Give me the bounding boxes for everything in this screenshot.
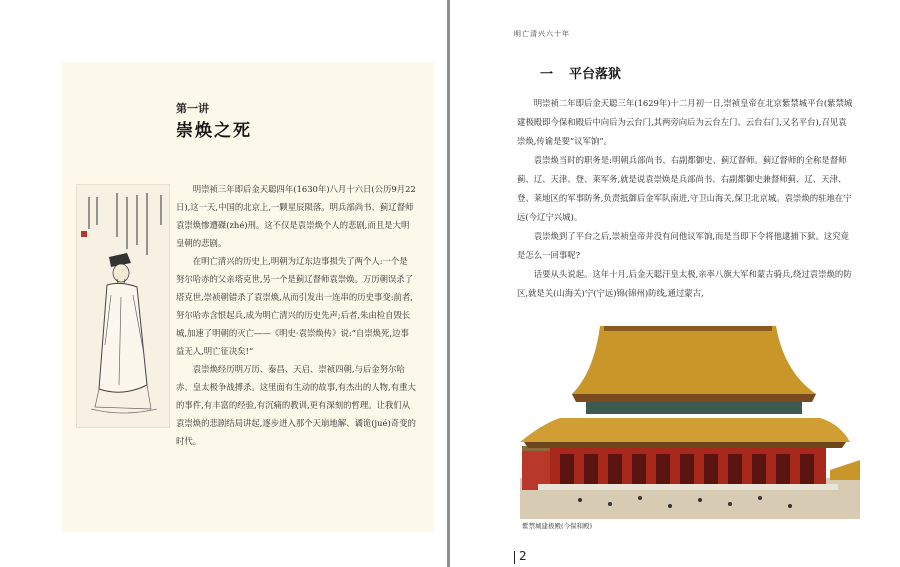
left-paragraph-3: 袁崇焕经历明万历、泰昌、天启、崇祯四朝,与后金努尔哈赤、皇太极争战搏杀。这里面有生动的故事,有杰出的人物,有重大的事件,有丰富的经验,有沉痛的教训,更有深刻的哲理。让我们从袁崇焕的悲剧结局讲起,逐步进入那个天崩地解、谲诡(jué)奇变的时代。 — [176, 364, 416, 446]
section-number: 一 — [540, 67, 554, 82]
left-body-text — [176, 180, 416, 450]
right-paragraph-1: 明崇祯二年即后金天聪三年(1629年)十二月初一日,崇祯皇帝在北京紫禁城平台(紫禁城建极殿即今保和殿后中向后为云台门,其两旁向后为云台左门、云台右门,又名平台),召见袁崇焕,传谕是要“议军饷”。 — [517, 98, 853, 146]
left-paragraph-2: 在明亡清兴的历史上,明朝为辽东边事损失了两个人:一个是努尔哈赤的父亲塔克世,另一个是蓟辽督师袁崇焕。万历朝误杀了塔克世,崇祯朝错杀了袁崇焕,从而引发出一连串的历史事变:前者,努尔哈赤含恨起兵,成为明亡清兴的历史先声;后者,朱由检自毁长城,加速了明朝的灭亡——《明史·袁崇焕传》说:“自崇焕死,边事益无人,明亡征决矣!” — [176, 256, 414, 356]
chapter-title: 崇焕之死 — [176, 121, 252, 141]
section-title: 平台落狱 — [569, 67, 622, 82]
palace-illustration — [520, 320, 860, 519]
running-head: 明亡清兴六十年 — [514, 30, 570, 38]
page-number: 2 — [519, 549, 527, 563]
portrait-illustration — [77, 185, 169, 427]
right-paragraph-4: 话要从头说起。这年十月,后金天聪汗皇太极,亲率八旗大军和蒙古骑兵,绕过袁崇焕的防区,就是关(山海关)宁(宁远)锦(锦州)防线,通过蒙古, — [517, 269, 852, 298]
right-paragraph-2: 袁崇焕当时的职务是:明朝兵部尚书、右副都御史、蓟辽督师。蓟辽督师的全称是督师蓟、辽、天津、登、莱军务,就是说袁崇焕是兵部尚书、右副都御史兼督师蓟、辽、天津、登、莱地区的军事防务,负责抵御后金军队南进,守卫山海关,保卫北京城。袁崇焕的驻地在宁远(今辽宁兴城)。 — [517, 155, 852, 222]
photo-caption: 紫禁城建极殿(今保和殿) — [522, 522, 593, 530]
portrait-figure — [76, 184, 170, 428]
left-paragraph-1: 明崇祯三年即后金天聪四年(1630年)八月十六日(公历9月22日),这一天,中国的北京上,一颗星辰陨落。明兵部尚书、蓟辽督师袁崇焕惨遭磔(zhé)刑。这不仅是袁崇焕个人的悲剧,而且是大明皇朝的悲剧。 — [176, 184, 416, 248]
palace-photo — [520, 320, 860, 519]
lecture-number: 第一讲 — [176, 102, 209, 115]
section-heading — [540, 63, 637, 82]
right-body-text — [517, 94, 853, 303]
right-paragraph-3: 袁崇焕到了平台之后,崇祯皇帝并没有问他议军饷,而是当即下令将他逮捕下狱。这究竟是怎么一回事呢? — [517, 231, 849, 260]
